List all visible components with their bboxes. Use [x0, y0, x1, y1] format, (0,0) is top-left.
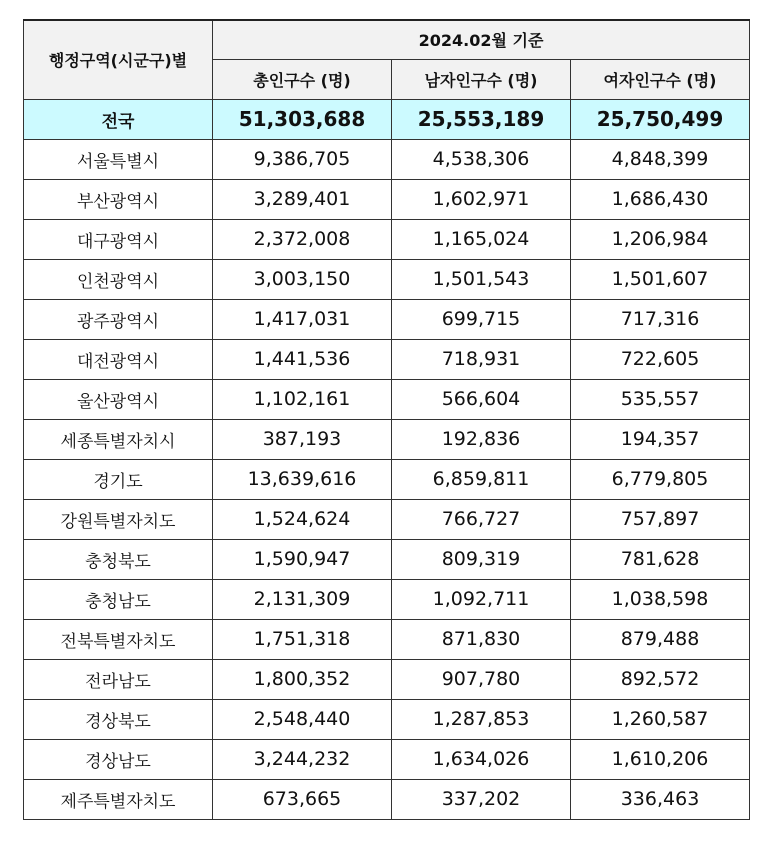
total-population-cell: 3,289,401	[213, 179, 392, 219]
total-population-cell: 3,003,150	[213, 259, 392, 299]
table-row	[24, 779, 750, 819]
male-population-cell: 907,780	[392, 659, 571, 699]
female-population-cell: 781,628	[571, 539, 750, 579]
total-population-cell: 51,303,688	[213, 99, 392, 139]
female-population-cell: 717,316	[571, 299, 750, 339]
male-population-cell: 25,553,189	[392, 99, 571, 139]
male-population-cell: 766,727	[392, 499, 571, 539]
table-row	[24, 619, 750, 659]
table-row	[24, 499, 750, 539]
table-row	[24, 579, 750, 619]
female-population-cell: 892,572	[571, 659, 750, 699]
male-population-cell: 809,319	[392, 539, 571, 579]
region-cell: 광주광역시	[24, 299, 213, 339]
female-population-cell: 194,357	[571, 419, 750, 459]
male-population-cell: 6,859,811	[392, 459, 571, 499]
table-row	[24, 299, 750, 339]
region-cell: 경상북도	[24, 699, 213, 739]
total-population-cell: 2,372,008	[213, 219, 392, 259]
male-population-cell: 699,715	[392, 299, 571, 339]
region-cell: 전라남도	[24, 659, 213, 699]
male-population-cell: 1,501,543	[392, 259, 571, 299]
female-population-cell: 1,501,607	[571, 259, 750, 299]
female-population-cell: 336,463	[571, 779, 750, 819]
total-population-cell: 1,441,536	[213, 339, 392, 379]
male-population-cell: 718,931	[392, 339, 571, 379]
national-total-row	[24, 99, 750, 139]
table-row	[24, 659, 750, 699]
male-population-cell: 1,165,024	[392, 219, 571, 259]
region-cell: 충청남도	[24, 579, 213, 619]
table-row	[24, 219, 750, 259]
male-population-cell: 566,604	[392, 379, 571, 419]
male-population-cell: 1,092,711	[392, 579, 571, 619]
region-cell: 대전광역시	[24, 339, 213, 379]
total-population-cell: 1,102,161	[213, 379, 392, 419]
total-population-cell: 673,665	[213, 779, 392, 819]
female-population-cell: 6,779,805	[571, 459, 750, 499]
region-cell: 서울특별시	[24, 139, 213, 179]
male-population-cell: 871,830	[392, 619, 571, 659]
female-population-cell: 1,260,587	[571, 699, 750, 739]
region-cell: 전북특별자치도	[24, 619, 213, 659]
region-cell: 울산광역시	[24, 379, 213, 419]
region-cell: 경기도	[24, 459, 213, 499]
total-population-cell: 2,548,440	[213, 699, 392, 739]
table-row	[24, 459, 750, 499]
region-header: 행정구역(시군구)별	[24, 20, 213, 99]
male-population-cell: 192,836	[392, 419, 571, 459]
female-population-cell: 722,605	[571, 339, 750, 379]
male-population-cell: 337,202	[392, 779, 571, 819]
table-row	[24, 739, 750, 779]
female-population-cell: 1,038,598	[571, 579, 750, 619]
region-cell: 전국	[24, 99, 213, 139]
female-population-cell: 1,686,430	[571, 179, 750, 219]
female-population-cell: 1,610,206	[571, 739, 750, 779]
population-table	[23, 19, 750, 820]
male-population-cell: 4,538,306	[392, 139, 571, 179]
female-population-cell: 535,557	[571, 379, 750, 419]
total-population-cell: 1,524,624	[213, 499, 392, 539]
total-population-cell: 1,590,947	[213, 539, 392, 579]
male-population-cell: 1,602,971	[392, 179, 571, 219]
region-cell: 강원특별자치도	[24, 499, 213, 539]
column-header-total: 총인구수 (명)	[213, 59, 392, 99]
total-population-cell: 387,193	[213, 419, 392, 459]
total-population-cell: 1,751,318	[213, 619, 392, 659]
table-row	[24, 179, 750, 219]
region-cell: 세종특별자치시	[24, 419, 213, 459]
table-row	[24, 339, 750, 379]
region-cell: 부산광역시	[24, 179, 213, 219]
region-cell: 인천광역시	[24, 259, 213, 299]
male-population-cell: 1,634,026	[392, 739, 571, 779]
table-row	[24, 419, 750, 459]
total-population-cell: 3,244,232	[213, 739, 392, 779]
total-population-cell: 1,417,031	[213, 299, 392, 339]
column-header-male: 남자인구수 (명)	[392, 59, 571, 99]
table-row	[24, 379, 750, 419]
table-row	[24, 699, 750, 739]
region-cell: 대구광역시	[24, 219, 213, 259]
female-population-cell: 25,750,499	[571, 99, 750, 139]
table-row	[24, 259, 750, 299]
female-population-cell: 879,488	[571, 619, 750, 659]
total-population-cell: 13,639,616	[213, 459, 392, 499]
region-cell: 제주특별자치도	[24, 779, 213, 819]
period-header: 2024.02월 기준	[213, 20, 750, 59]
total-population-cell: 9,386,705	[213, 139, 392, 179]
male-population-cell: 1,287,853	[392, 699, 571, 739]
region-cell: 경상남도	[24, 739, 213, 779]
female-population-cell: 757,897	[571, 499, 750, 539]
total-population-cell: 1,800,352	[213, 659, 392, 699]
table-row	[24, 139, 750, 179]
female-population-cell: 1,206,984	[571, 219, 750, 259]
total-population-cell: 2,131,309	[213, 579, 392, 619]
female-population-cell: 4,848,399	[571, 139, 750, 179]
region-cell: 충청북도	[24, 539, 213, 579]
column-header-female: 여자인구수 (명)	[571, 59, 750, 99]
table-row	[24, 539, 750, 579]
